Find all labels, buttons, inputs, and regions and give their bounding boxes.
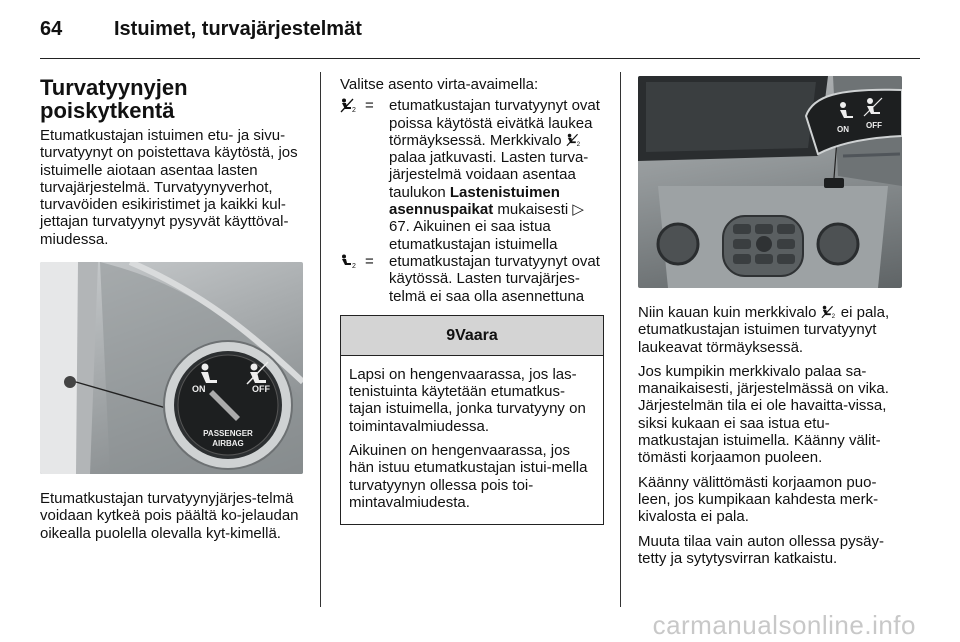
airbag-switch-photo [40,262,303,474]
definition-text: mukaisesti [497,201,569,219]
table-reference: Lastenistuimen asennuspaikat [389,183,560,219]
indicator-label-off: OFF [866,121,882,130]
column-3 [638,76,904,574]
airbag-off-icon [821,305,837,319]
definition-airbag-on [340,253,606,305]
column-1 [40,76,306,549]
dashboard-illustration [638,76,902,288]
page-header [40,14,920,58]
warning-body [341,356,603,524]
switch-label-off: OFF [252,384,270,395]
switch-label-airbag: AIRBAG [212,439,244,449]
warning-header [341,316,603,356]
dashboard-photo [638,76,902,288]
switch-label-passenger: PASSENGER [203,429,253,439]
page-number: 64 [40,18,63,40]
page-reference: ▷ 67. Aikuinen ei saa istua etumatkustajan istuimella [389,201,584,253]
heading-line-1: Turvatyynyjen [40,75,188,100]
photo-caption: Etumatkustajan turvatyynyjärjes-telmä voidaan kytkeä pois päältä ko-jelaudan oikealla puolella olevalla kyt-kimellä. [40,490,299,542]
airbag-off-icon [566,133,582,147]
paragraph-1 [638,304,904,356]
airbag-off-icon [340,98,358,113]
indicator-label-on: ON [837,125,849,134]
equals-sign: = [365,252,374,270]
definition-text: etumatkustajan turvatyynyt ovat käytössä. Lasten turvajärjes-telmä ei saa olla asennettuna [389,252,600,305]
section-title: Istuimet, turvajärjestelmät [114,18,362,40]
watermark: carmanualsonline.info [652,610,916,640]
definition-text: etumatkustajan turvatyynyt ovat poissa käytöstä eivätkä laukea törmäyksessä. Merkkivalo [389,97,600,149]
heading-line-2: poiskytkentä [40,98,175,123]
airbag-switch-illustration [40,262,303,474]
airbag-on-icon [340,254,358,269]
column-divider-1 [320,72,321,607]
warning-paragraph-2: Aikuinen on hengenvaarassa, jos hän istuu etumatkustajan istui-mella turvatyynyn ollessa pois toi-mintavalmiudesta. [349,442,588,511]
warning-icon: 9 [446,326,456,344]
paragraph-2: Jos kumpikin merkkivalo palaa sa-manaikaisesti, järjestelmässä on vika. Järjestelmän tila ei ole havaitta-vissa, siksi kukaan ei saa istua etu-matkustajan istuimella. Käänny välit-tömästi korjaamon puoleen. [638,362,889,467]
column-2 [340,76,606,525]
paragraph-text: Niin kauan kuin merkkivalo [638,304,817,321]
header-rule [40,58,920,59]
warning-title: Vaara [455,326,498,344]
intro-paragraph: Etumatkustajan istuimen etu- ja sivu-turvatyynyt on poistettava käytöstä, jos istuimelle aiotaan asentaa lasten turvajärjestelmä. Turvatyynyverhot, turvavöiden esikiristimet ja kaikki kul-jettajan turvatyynyt pysyvät käyttöval-miudessa. [40,127,298,248]
definition-text: palaa jatkuvasti. Lasten turva-järjestelmä voidaan asentaa taulukon [389,149,589,201]
definition-airbag-off [340,97,606,253]
column-divider-2 [620,72,621,607]
warning-paragraph-1: Lapsi on hengenvaarassa, jos las-tenistuinta käytetään etumatkus-tajan istuimella, jonka turvatyyny on toimintavalmiudessa. [349,365,586,435]
paragraph-text: ei pala, etumatkustajan istuimen turvatyynyt laukeavat törmäyksessä. [638,304,890,356]
section-heading [40,76,306,122]
instruction-intro: Valitse asento virta-avaimella: [340,76,539,93]
switch-label-on: ON [192,384,206,395]
equals-sign: = [365,97,374,115]
warning-box [340,315,604,525]
paragraph-4: Muuta tilaa vain auton ollessa pysäy-tetty ja sytytysvirran katkaistu. [638,532,884,567]
paragraph-3: Käänny välittömästi korjaamon puo-leen, jos kumpikaan kahdesta merk-kivalosta ei pala. [638,473,879,526]
